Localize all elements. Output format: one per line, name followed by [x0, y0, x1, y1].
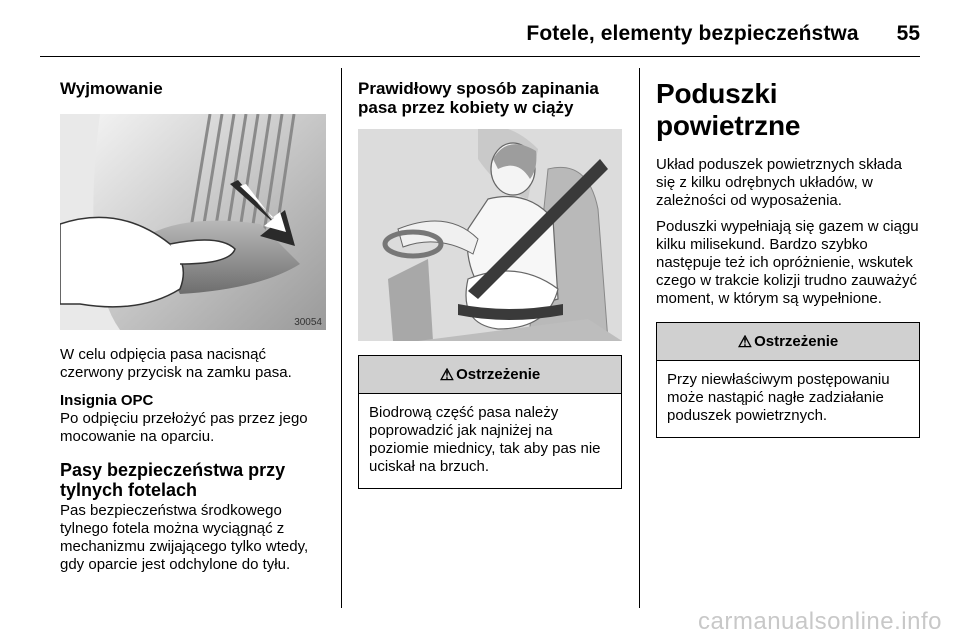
warning-title: Ostrzeżenie: [754, 333, 839, 350]
belt-buckle-drawing: [60, 114, 326, 330]
figure-number: 30054: [294, 317, 322, 328]
warning-text: Biodrową część pasa należy poprowadzić jak najniżej na poziomie miednicy, tak aby pas nie uciskał na brzuch.: [369, 404, 601, 475]
warning-box-pregnancy: [358, 355, 622, 489]
opc-text: Po odpięciu przełożyć pas przez jego mocowanie na oparciu.: [60, 410, 308, 445]
watermark: carmanualsonline.info: [698, 608, 942, 635]
section-heading-pregnancy: Prawidłowy sposób zapinania pasa przez kobiety w ciąży: [358, 79, 599, 117]
section-heading-airbags: Poduszki powietrzne: [656, 78, 801, 141]
column-middle: [358, 70, 622, 489]
page-header: [40, 14, 920, 54]
warning-title: Ostrzeżenie: [456, 366, 541, 383]
column-divider-1: [341, 68, 342, 608]
column-left: [60, 70, 326, 574]
opc-block: [60, 392, 326, 446]
paragraph-rear-belts: Pas bezpieczeństwa środkowego tylnego fotela można wyciągnąć z mechanizmu zwijającego tylko wtedy, gdy oparcie jest odchylone do tyłu.: [60, 502, 309, 573]
warning-icon: ⚠: [737, 333, 753, 351]
warning-header: [359, 356, 621, 394]
warning-text: Przy niewłaściwym postępowaniu może nastąpić nagłe zadziałanie poduszek powietrznych.: [667, 371, 890, 424]
column-divider-2: [639, 68, 640, 608]
illustration-pregnant-driver: [358, 129, 622, 341]
opc-label: Insignia OPC: [60, 392, 154, 409]
warning-header: [657, 323, 919, 361]
section-heading-removal: Wyjmowanie: [60, 79, 163, 98]
header-title: Fotele, elementy bezpieczeństwa: [526, 22, 859, 45]
paragraph-airbag-inflation: Poduszki wypełniają się gazem w ciągu kilku milisekund. Bardzo szybko następuje też ich opróżnienie, wskutek czego w trakcie kolizji trudno zauważyć moment, w którym są wypełnione.: [656, 218, 919, 307]
illustration-belt-buckle: [60, 114, 326, 330]
warning-icon: ⚠: [439, 366, 455, 384]
paragraph-release: W celu odpięcia pasa nacisnąć czerwony przycisk na zamku pasa.: [60, 346, 292, 381]
page-number: 55: [896, 22, 920, 45]
warning-box-airbags: [656, 322, 920, 438]
column-right: [656, 70, 920, 438]
paragraph-airbag-system: Układ poduszek powietrznych składa się z kilku odrębnych układów, w zależności od wyposażenia.: [656, 156, 902, 209]
section-heading-rear-belts: Pasy bezpieczeństwa przy tylnych fotelach: [60, 460, 286, 500]
pregnant-driver-drawing: [358, 129, 622, 341]
header-rule: [40, 56, 920, 57]
